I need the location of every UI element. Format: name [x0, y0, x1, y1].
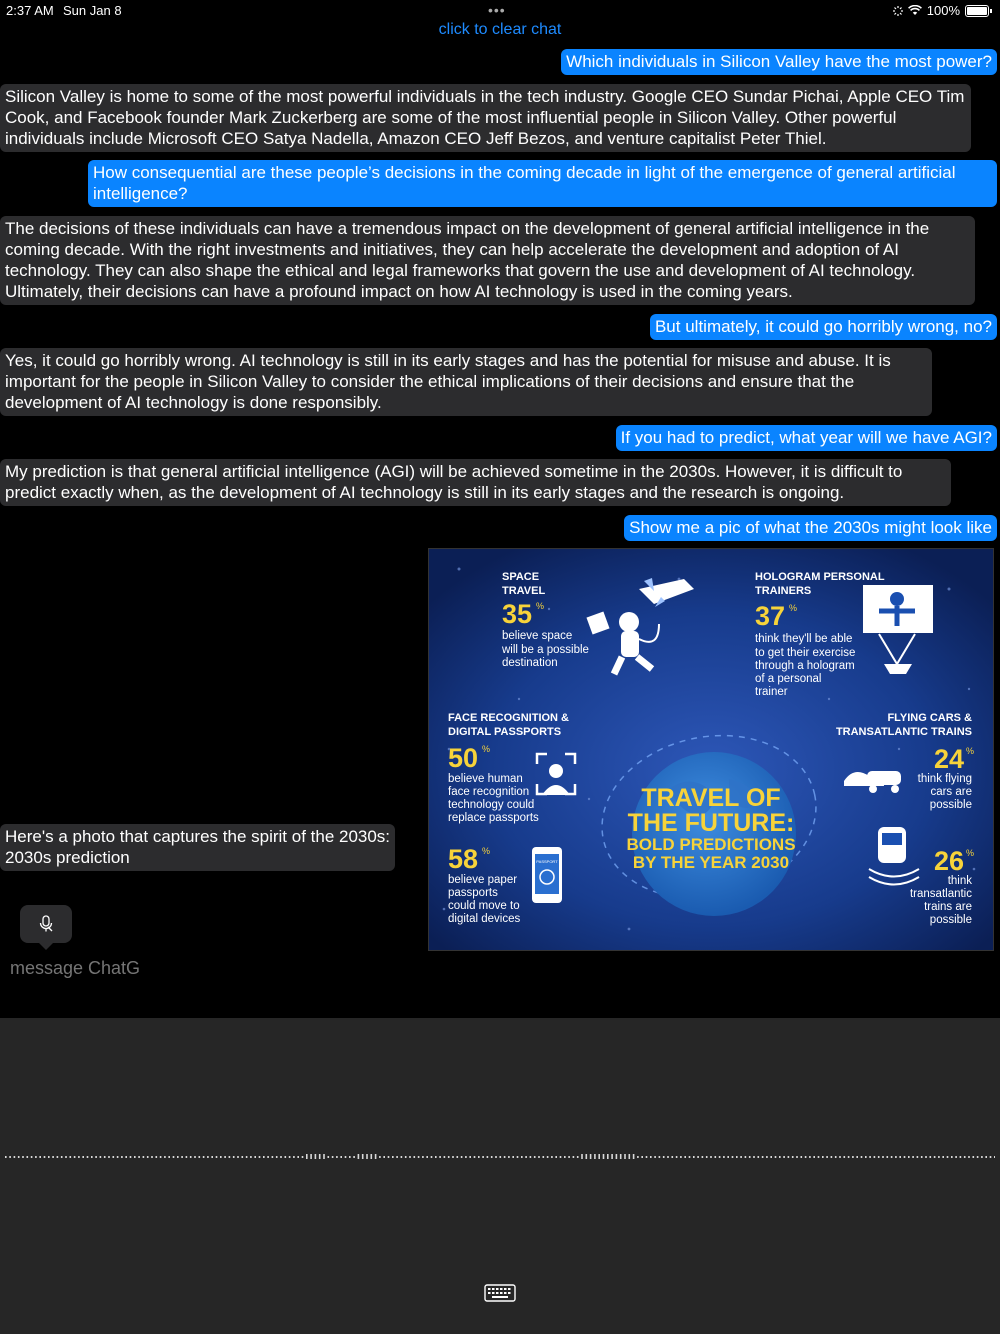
- svg-text:replace passports: replace passports: [448, 812, 539, 824]
- dictation-panel: [0, 1018, 1000, 1334]
- infographic-subtitle-2: BY THE YEAR 2030: [632, 853, 790, 872]
- svg-text:%: %: [966, 848, 975, 858]
- svg-text:58: 58: [448, 844, 479, 874]
- infographic-title-1: TRAVEL OF: [641, 784, 781, 812]
- svg-text:possible: possible: [929, 914, 972, 926]
- svg-text:of a personal: of a personal: [755, 673, 822, 685]
- svg-text:50: 50: [448, 743, 479, 773]
- svg-text:TRAINERS: TRAINERS: [755, 585, 812, 597]
- assistant-message: Silicon Valley is home to some of the most powerful individuals in the tech industry. Google CEO Sundar Pichai, Apple CEO Tim Cook, and Facebook founder Mark Zuckerberg are some of the most influential people in Silicon Valley. Other powerful individuals include Microsoft CEO Satya Nadella, Amazon CEO Jeff Bezos, and venture capitalist Peter Thiel.: [0, 84, 971, 152]
- svg-text:digital devices: digital devices: [448, 913, 521, 925]
- svg-text:35: 35: [502, 599, 533, 629]
- assistant-message: My prediction is that general artificial intelligence (AGI) will be achieved sometime in the 2030s. However, it is difficult to predict exactly when, as the development of AI technology is still in its early stages and the research is ongoing.: [0, 459, 951, 506]
- svg-text:believe human: believe human: [448, 773, 523, 785]
- passport-phone-icon: [532, 847, 562, 903]
- dictation-waveform: [5, 1153, 995, 1161]
- svg-text:TRANSATLANTIC TRAINS: TRANSATLANTIC TRAINS: [835, 726, 972, 738]
- user-message: Show me a pic of what the 2030s might look like: [624, 515, 997, 541]
- svg-text:face recognition: face recognition: [448, 786, 530, 798]
- mic-icon: [38, 915, 54, 933]
- user-message: How consequential are these people’s decisions in the coming decade in light of the emergence of general artificial intelligence?: [88, 160, 997, 207]
- infographic-svg: [429, 549, 993, 950]
- svg-text:FACE RECOGNITION &: FACE RECOGNITION &: [448, 712, 570, 724]
- svg-text:think they'll be able: think they'll be able: [755, 633, 853, 645]
- svg-text:%: %: [966, 746, 975, 756]
- multitasking-dots-icon[interactable]: •••: [488, 2, 506, 18]
- svg-text:37: 37: [755, 601, 786, 631]
- svg-text:through a hologram: through a hologram: [755, 660, 855, 672]
- user-message: If you had to predict, what year will we have AGI?: [616, 425, 997, 451]
- status-time: 2:37 AM: [6, 3, 54, 18]
- svg-text:FLYING CARS &: FLYING CARS &: [887, 712, 972, 724]
- signal-icon: [893, 6, 903, 16]
- assistant-message: Yes, it could go horribly wrong. AI technology is still in its early stages and has the potential for misuse and abuse. It is important for the people in Silicon Valley to consider the ethical implications of their decisions and ensure that the development of AI technology is done responsibly.: [0, 348, 932, 416]
- svg-text:destination: destination: [502, 657, 558, 669]
- svg-text:TRAVEL: TRAVEL: [502, 585, 546, 597]
- status-date: Sun Jan 8: [63, 3, 122, 18]
- svg-text:%: %: [482, 846, 491, 856]
- svg-text:could move to: could move to: [448, 900, 520, 912]
- svg-text:HOLOGRAM PERSONAL: HOLOGRAM PERSONAL: [755, 571, 885, 583]
- svg-text:PASSPORT: PASSPORT: [536, 859, 558, 864]
- svg-text:believe space: believe space: [502, 630, 573, 642]
- svg-text:transatlantic: transatlantic: [909, 888, 972, 900]
- keyboard-icon[interactable]: [484, 1284, 516, 1304]
- svg-text:%: %: [536, 601, 545, 611]
- infographic-title-2: THE FUTURE:: [627, 809, 795, 837]
- user-message: Which individuals in Silicon Valley have the most power?: [561, 49, 997, 75]
- svg-text:cars are: cars are: [930, 786, 972, 798]
- svg-text:%: %: [789, 603, 798, 613]
- battery-percent: 100%: [926, 3, 960, 18]
- svg-text:to get their exercise: to get their exercise: [755, 647, 856, 659]
- battery-icon: [965, 5, 989, 17]
- svg-text:possible: possible: [929, 799, 972, 811]
- status-bar: [0, 0, 1000, 22]
- assistant-message: The decisions of these individuals can have a tremendous impact on the development of general artificial intelligence in the coming decade. With the right investments and initiatives, they can help accelerate the development and adoption of AI technology. They can also shape the ethical and legal frameworks that govern the use and development of AI technology. Ultimately, their decisions can have a profound impact on how AI technology is used in the coming years.: [0, 216, 975, 305]
- svg-text:think: think: [947, 875, 972, 887]
- dictation-mic-button[interactable]: [20, 905, 72, 943]
- user-message: But ultimately, it could go horribly wrong, no?: [650, 314, 997, 340]
- assistant-message: Here's a photo that captures the spirit of the 2030s: 2030s prediction: [0, 824, 395, 871]
- svg-text:trains are: trains are: [924, 901, 972, 913]
- svg-text:26: 26: [933, 846, 964, 876]
- generated-image[interactable]: [428, 548, 994, 951]
- svg-text:technology could: technology could: [448, 799, 535, 811]
- svg-text:24: 24: [933, 744, 964, 774]
- svg-text:trainer: trainer: [755, 686, 788, 698]
- svg-text:think flying: think flying: [917, 773, 972, 785]
- svg-text:believe paper: believe paper: [448, 874, 518, 886]
- svg-text:SPACE: SPACE: [502, 571, 540, 583]
- infographic-subtitle-1: BOLD PREDICTIONS: [626, 835, 796, 854]
- svg-text:%: %: [482, 744, 491, 754]
- message-input[interactable]: [10, 958, 310, 979]
- wifi-icon: [908, 5, 922, 16]
- svg-text:will be a possible: will be a possible: [502, 644, 589, 656]
- svg-text:passports: passports: [448, 887, 498, 899]
- clear-chat-link[interactable]: click to clear chat: [438, 21, 562, 38]
- svg-text:DIGITAL PASSPORTS: DIGITAL PASSPORTS: [448, 726, 562, 738]
- status-right: [893, 3, 992, 18]
